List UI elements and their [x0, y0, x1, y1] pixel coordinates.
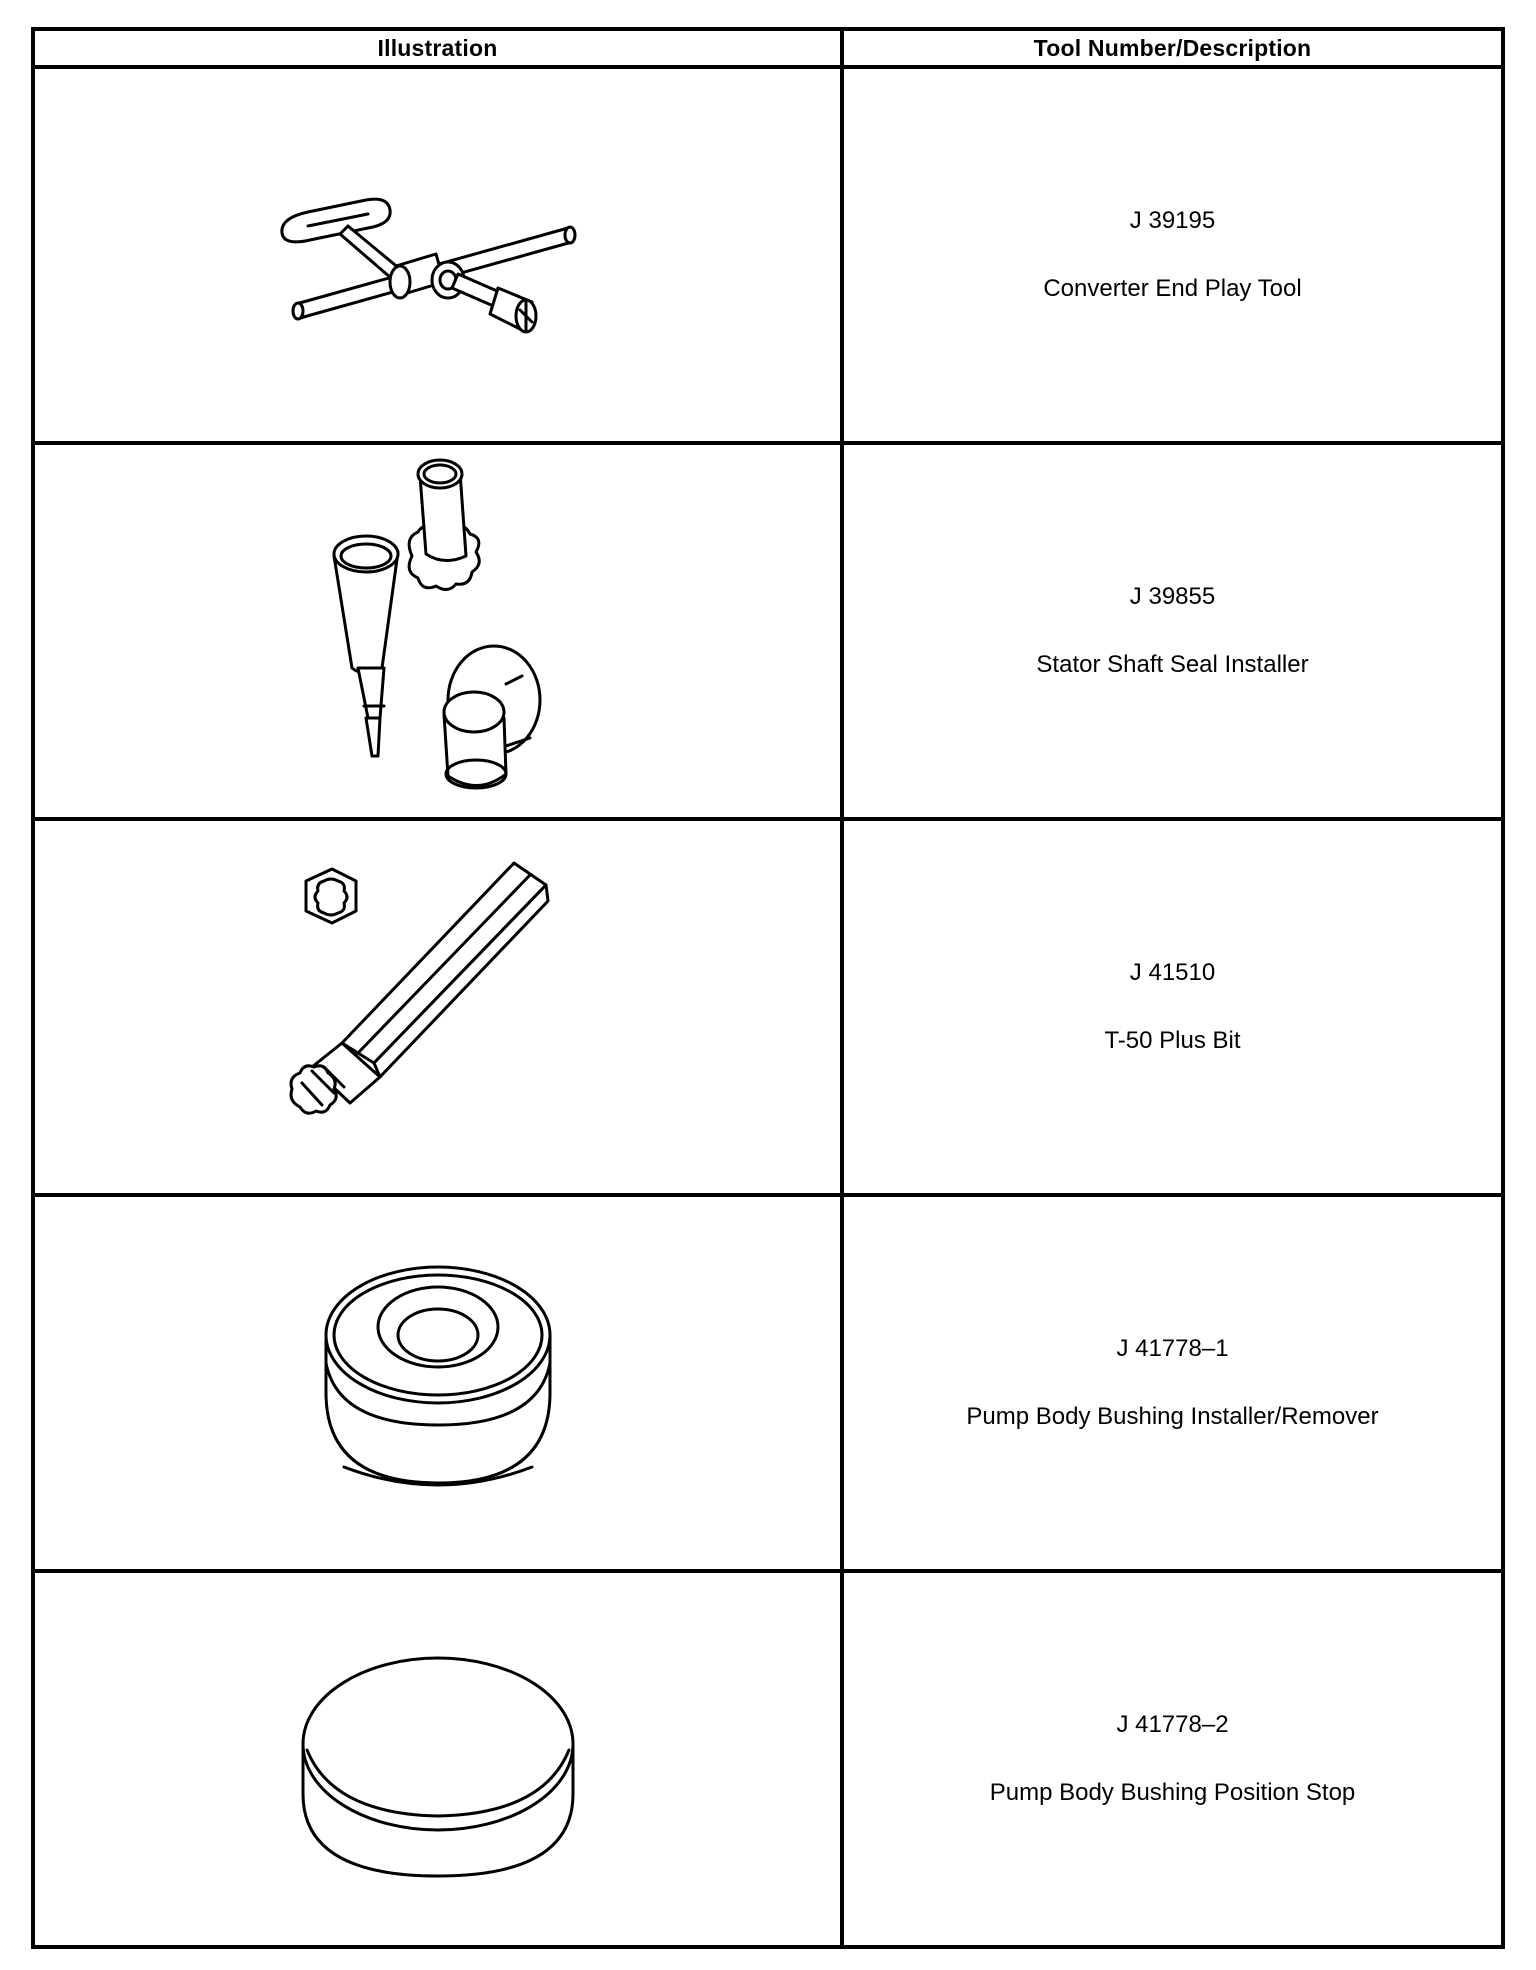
tool-description: Pump Body Bushing Installer/Remover — [966, 1403, 1379, 1430]
tool-number: J 39195 — [1129, 207, 1216, 234]
tool-description: Pump Body Bushing Position Stop — [989, 1779, 1356, 1806]
table-row — [33, 443, 1503, 819]
table-row — [33, 1195, 1503, 1571]
tool-description: Converter End Play Tool — [1043, 275, 1302, 302]
tool-description: Stator Shaft Seal Installer — [1036, 651, 1309, 678]
stator-shaft-seal-installer-icon — [308, 456, 568, 806]
tool-cell — [842, 819, 1503, 1195]
special-tools-table — [31, 27, 1505, 1949]
illustration-cell — [33, 67, 842, 443]
tool-number: J 41510 — [1129, 959, 1216, 986]
tool-number: J 41778–2 — [1116, 1711, 1229, 1738]
illustration-cell — [33, 819, 842, 1195]
illustration-cell — [33, 1195, 842, 1571]
table-row — [33, 819, 1503, 1195]
illustration-cell — [33, 1571, 842, 1947]
table-row — [33, 67, 1503, 443]
header-row — [33, 29, 1503, 67]
tool-number: J 41778–1 — [1116, 1335, 1229, 1362]
illustration-column-header: Illustration — [33, 29, 842, 67]
tool-cell — [842, 1571, 1503, 1947]
tool-column-header: Tool Number/Description — [842, 29, 1503, 67]
bushing-position-stop-icon — [293, 1634, 583, 1884]
table-row — [33, 1571, 1503, 1947]
tool-cell — [842, 1195, 1503, 1571]
tool-number: J 39855 — [1129, 583, 1216, 610]
t50-plus-bit-icon — [278, 857, 598, 1157]
tool-cell — [842, 443, 1503, 819]
converter-end-play-tool-icon — [268, 170, 608, 340]
tool-cell — [842, 67, 1503, 443]
illustration-cell — [33, 443, 842, 819]
tool-description: T-50 Plus Bit — [1104, 1027, 1241, 1054]
bushing-installer-remover-icon — [308, 1253, 568, 1513]
